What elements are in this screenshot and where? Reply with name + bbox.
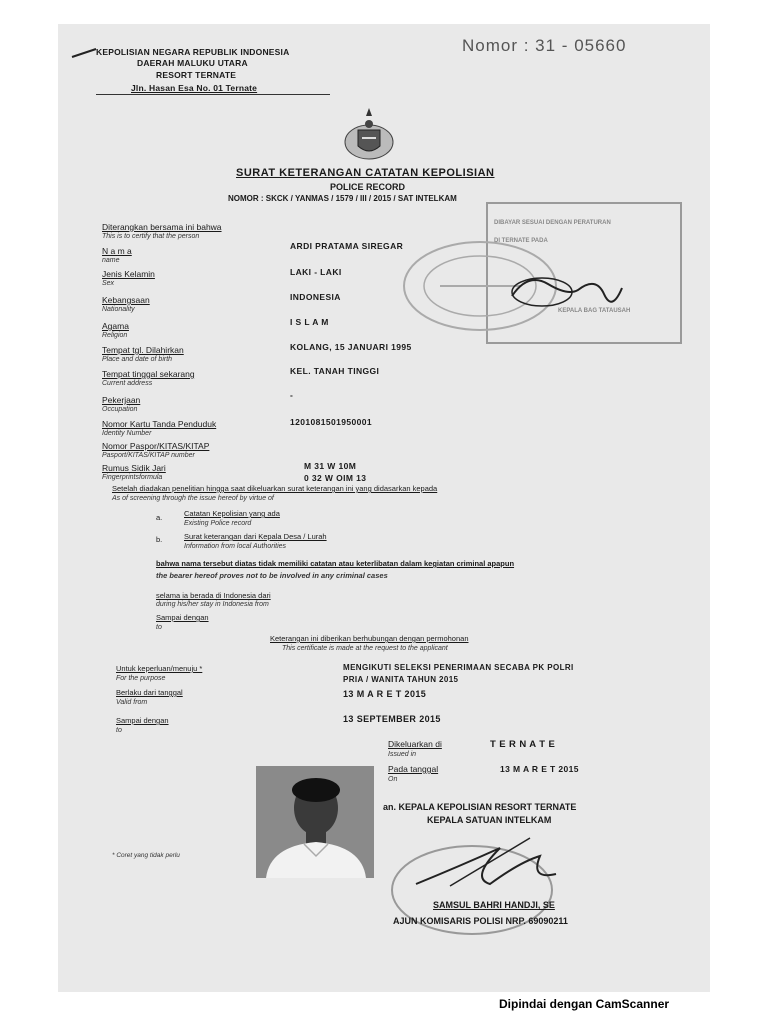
screening-a-en: Existing Police record [184,520,252,527]
issued-date-value: 13 M A R E T 2015 [500,764,579,774]
field-passport-en: Pasport/KITAS/KITAP number [102,452,195,459]
nomor-stamp: Nomor : 31 - 05660 [462,36,627,55]
screening-b-en: Information from local Authorities [184,543,287,550]
field-sex-label: Jenis Kelamin [102,269,155,279]
field-fingerprint-value2: 0 32 W OIM 13 [304,473,367,483]
statement-en: the bearer hereof proves not to be involved in any criminal cases [156,571,388,580]
field-address-label: Tempat tinggal sekarang [102,369,195,379]
valid-to-label: Sampai dengan [116,716,169,725]
request-id: Keterangan ini diberikan berhubungan dengan permohonan [270,634,469,643]
field-occupation-label: Pekerjaan [102,395,141,405]
field-birth-en: Place and date of birth [102,356,173,363]
field-name-label: N a m a [102,246,132,256]
header-rule [96,94,330,95]
field-address-en: Current address [102,380,153,387]
signatory-name: SAMSUL BAHRI HANDJI, SE [433,900,555,910]
header-line2: DAERAH MALUKU UTARA [137,58,248,68]
screening-en: As of screening through the issue hereof by virtue of [112,495,274,502]
signature-stamp-icon [508,266,626,316]
document-subtitle: POLICE RECORD [330,182,406,192]
police-emblem-icon [334,106,404,164]
stay-from-id: selama ia berada di Indonesia dari [156,591,271,600]
field-religion-label: Agama [102,321,129,331]
signatory-line1: an. KEPALA KEPOLISIAN RESORT TERNATE [383,802,577,812]
field-nationality-value: INDONESIA [290,292,341,302]
field-nationality-label: Kebangsaan [102,295,150,305]
screening-b-marker: b. [156,535,163,544]
stamp-line3: KEPALA BAG TATAUSAH [558,308,631,314]
issued-date-en: On [388,776,398,783]
screening-a-marker: a. [156,513,163,522]
field-ktp-label: Nomor Kartu Tanda Penduduk [102,419,217,429]
issued-in-en: Issued in [388,751,417,758]
header-line3: RESORT TERNATE [156,70,237,80]
document-number: NOMOR : SKCK / YANMAS / 1579 / III / 2015 / SAT INTELKAM [228,194,457,203]
issued-in-label: Dikeluarkan di [388,739,442,749]
field-occupation-en: Occupation [102,406,138,413]
field-fingerprint-value1: M 31 W 10M [304,461,357,471]
field-name-en: name [102,257,120,264]
statement-id: bahwa nama tersebut diatas tidak memiliki catatan atau keterlibatan dalam kegiatan criminal apapun [156,559,515,568]
purpose-en: For the purpose [116,675,166,682]
field-ktp-value: 1201081501950001 [290,417,373,427]
field-address-value: KEL. TANAH TINGGI [290,366,380,376]
field-sex-value: LAKI - LAKI [290,267,342,277]
person-portrait-icon [256,766,374,878]
stamp-line1: DIBAYAR SESUAI DENGAN PERATURAN [494,220,611,226]
field-passport-label: Nomor Paspor/KITAS/KITAP [102,441,210,451]
request-en: This certificate is made at the request to the applicant [282,645,448,652]
screening-id: Setelah diadakan penelitian hingga saat dikeluarkan surat keterangan ini yang didasarkan kepada [112,484,438,493]
field-sex-en: Sex [102,280,115,287]
issued-in-value: T E R N A T E [490,739,556,750]
stay-from-en: during his/her stay in Indonesia from [156,601,269,608]
field-religion-value: I S L A M [290,317,329,327]
footnote: * Coret yang tidak perlu [112,852,180,859]
valid-from-en: Valid from [116,699,148,706]
signatory-line2: KEPALA SATUAN INTELKAM [427,815,552,825]
stay-to-id: Sampai dengan [156,613,209,622]
valid-to-value: 13 SEPTEMBER 2015 [343,714,441,724]
intro-en: This is to certify that the person [102,233,200,240]
stay-to-en: to [156,624,162,631]
issued-date-label: Pada tanggal [388,764,439,774]
purpose-label: Untuk keperluan/menuju * [116,664,203,673]
header-address: Jln. Hasan Esa No. 01 Ternate [131,83,258,93]
valid-from-label: Berlaku dari tanggal [116,688,183,697]
signatory-rank: AJUN KOMISARIS POLISI NRP. 69090211 [393,916,568,926]
field-fingerprint-label: Rumus Sidik Jari [102,463,166,473]
intro-id: Diterangkan bersama ini bahwa [102,222,222,232]
purpose-value1: MENGIKUTI SELEKSI PENERIMAAN SECABA PK POLRI [343,663,574,672]
stamp-line2: DI TERNATE PADA [494,238,548,244]
field-birth-value: KOLANG, 15 JANUARI 1995 [290,342,412,352]
camscanner-footer: Dipindai dengan CamScanner [499,997,670,1011]
screening-b-id: Surat keterangan dari Kepala Desa / Lurah [184,532,327,541]
screening-a-id: Catatan Kepolisian yang ada [184,509,280,518]
field-name-value: ARDI PRATAMA SIREGAR [290,241,404,251]
valid-to-en: to [116,727,122,734]
field-ktp-en: Identity Number [102,430,152,437]
field-occupation-value: - [290,390,294,400]
header-line1: KEPOLISIAN NEGARA REPUBLIK INDONESIA [96,47,290,57]
applicant-photo [256,766,374,878]
field-birth-label: Tempat tgl. Dilahirkan [102,345,184,355]
field-nationality-en: Nationality [102,306,135,313]
valid-from-value: 13 M A R E T 2015 [343,689,427,699]
field-religion-en: Religion [102,332,128,339]
purpose-value2: PRIA / WANITA TAHUN 2015 [343,675,459,684]
document-title: SURAT KETERANGAN CATATAN KEPOLISIAN [236,167,495,179]
field-fingerprint-en: Fingerprintsformula [102,474,163,481]
